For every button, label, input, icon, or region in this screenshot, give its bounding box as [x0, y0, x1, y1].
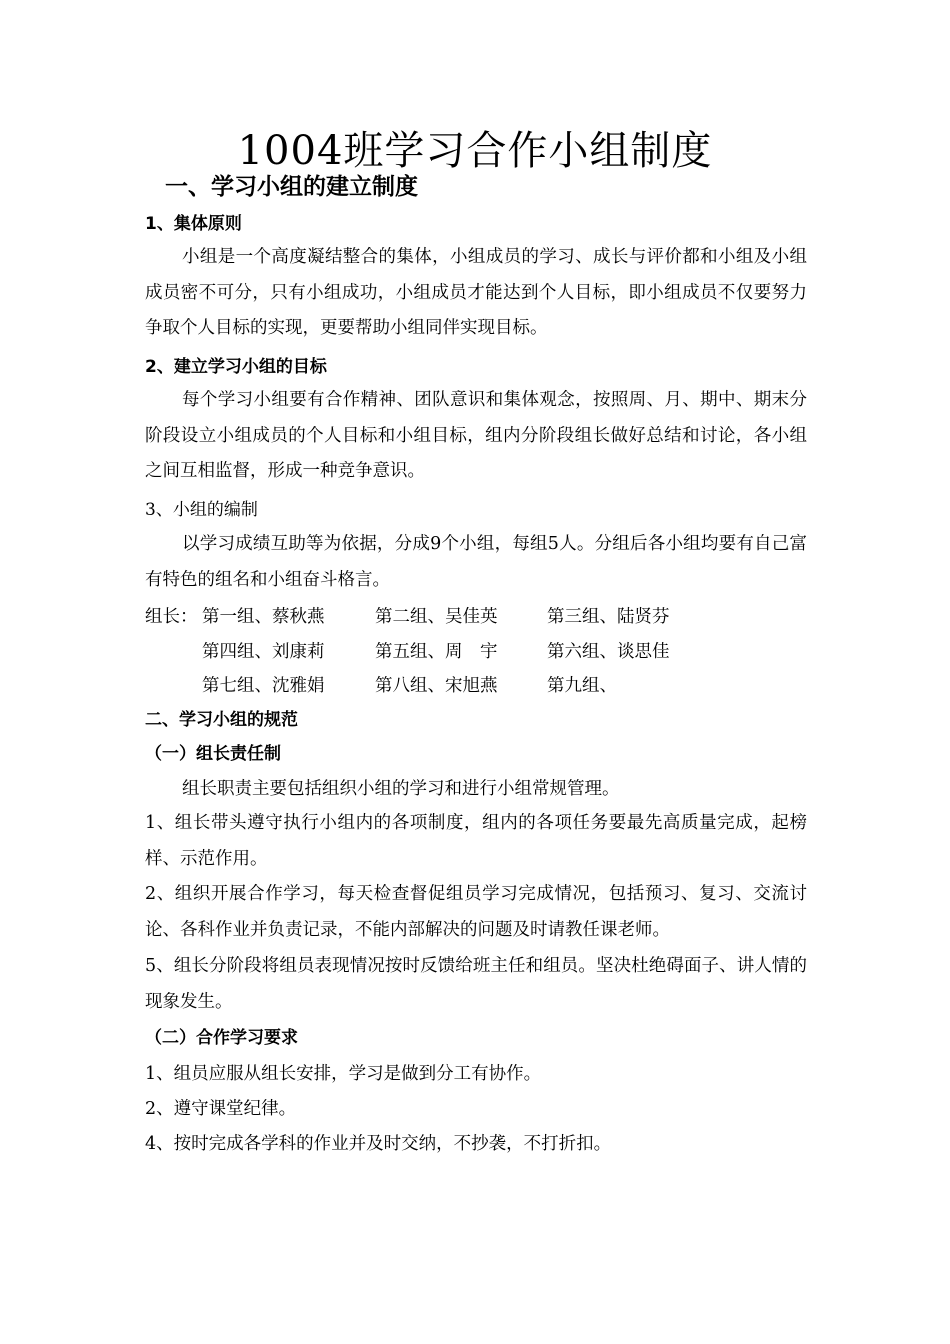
part2-item-2: 2、遵守课堂纪律。 [145, 1099, 297, 1119]
section2-heading: 二、学习小组的规范 [145, 710, 298, 730]
sub3-body: 以学习成绩互助等为依据，分成9个小组，每组5人。分组后各小组均要有自己富有特色的组名和小组奋斗格言。 [145, 534, 807, 590]
group-6: 第六组、谈思佳 [547, 642, 670, 662]
group-8: 第八组、宋旭燕 [375, 676, 498, 696]
group-2: 第二组、吴佳英 [375, 607, 498, 627]
part1-heading: （一）组长责任制 [145, 744, 281, 764]
group-1: 第一组、蔡秋燕 [202, 607, 325, 627]
sub3-heading: 3、小组的编制 [145, 500, 258, 520]
part1-intro: 组长职责主要包括组织小组的学习和进行小组常规管理。 [182, 779, 620, 799]
group-7: 第七组、沈雅娟 [202, 676, 325, 696]
sub1-body: 小组是一个高度凝结整合的集体，小组成员的学习、成长与评价都和小组及小组成员密不可分，只有小组成功，小组成员才能达到个人目标，即小组成员不仅要努力争取个人目标的实现，更要帮助小组同伴实现目标。 [145, 247, 807, 338]
part2-heading: （二）合作学习要求 [145, 1028, 298, 1048]
sub1-heading: 1、集体原则 [145, 214, 242, 234]
sub2-body: 每个学习小组要有合作精神、团队意识和集体观念，按照周、月、期中、期末分阶段设立小组成员的个人目标和小组目标，组内分阶段组长做好总结和讨论，各小组之间互相监督，形成一种竞争意识。 [145, 390, 807, 481]
group-9: 第九组、 [547, 676, 617, 696]
part2-item-1: 1、组员应服从组长安排，学习是做到分工有协作。 [145, 1064, 542, 1084]
section1-heading: 一、学习小组的建立制度 [165, 174, 418, 200]
sub2-heading: 2、建立学习小组的目标 [145, 357, 327, 377]
part2-item-3: 4、按时完成各学科的作业并及时交纳，不抄袭，不打折扣。 [145, 1134, 612, 1154]
group-5: 第五组、周 宇 [375, 642, 498, 662]
leaders-label: 组长： [145, 607, 198, 627]
document-title: 1004班学习合作小组制度 [237, 128, 713, 174]
group-4: 第四组、刘康莉 [202, 642, 325, 662]
part1-item-1: 1、组长带头遵守执行小组内的各项制度，组内的各项任务要最先高质量完成，起榜样、示范作用。 [145, 813, 807, 869]
part1-item-2: 2、组织开展合作学习，每天检查督促组员学习完成情况，包括预习、复习、交流讨论、各科作业并负责记录，不能内部解决的问题及时请教任课老师。 [145, 884, 807, 940]
group-3: 第三组、陆贤芬 [547, 607, 670, 627]
part1-item-3: 5、组长分阶段将组员表现情况按时反馈给班主任和组员。坚决杜绝碍面子、讲人情的现象发生。 [145, 956, 807, 1012]
